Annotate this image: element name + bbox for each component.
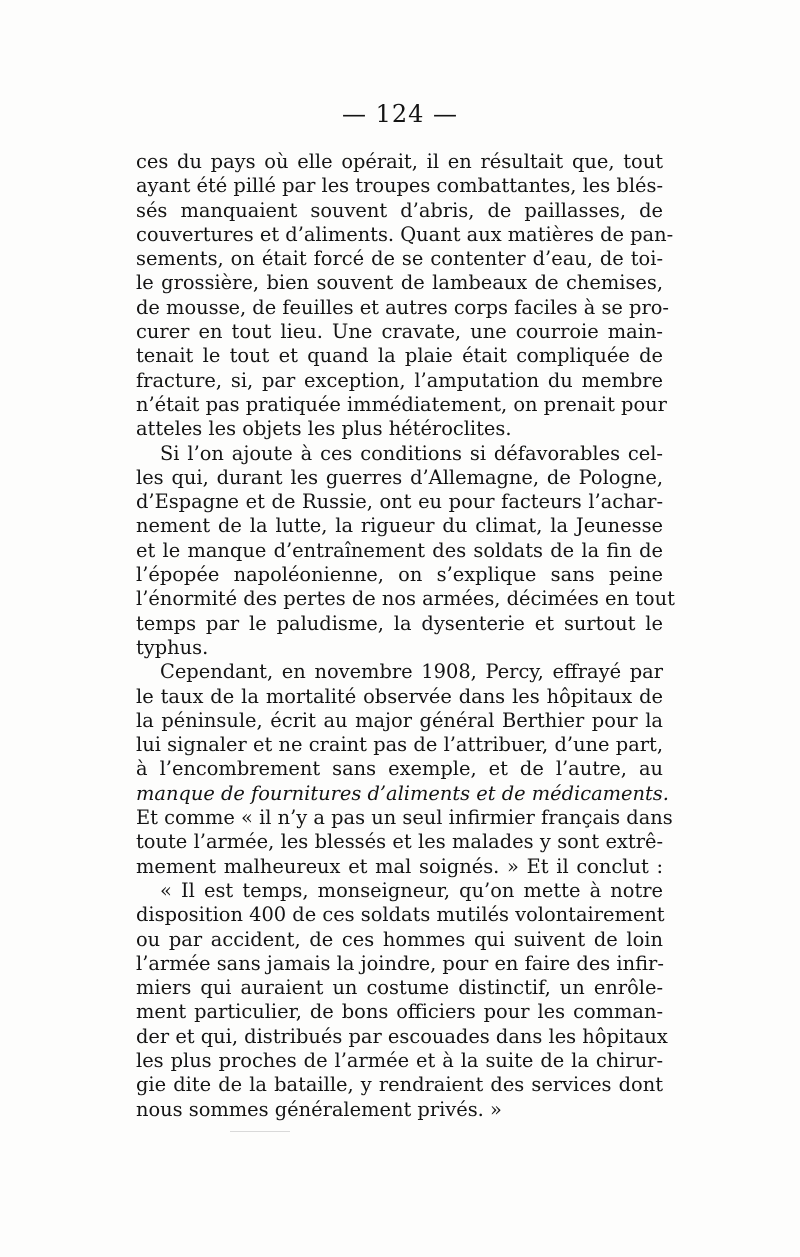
text-line: sés manquaient souvent d’abris, de paillasses, de: [136, 198, 663, 222]
text-line: tenait le tout et quand la plaie était compliquée de: [136, 344, 663, 368]
text-line: fracture, si, par exception, l’amputation du membre: [136, 368, 663, 392]
text-line: ou par accident, de ces hommes qui suivent de loin: [136, 927, 663, 951]
text-line: « Il est temps, monseigneur, qu’on mette à notre: [160, 878, 663, 902]
text-line: sements, on était forcé de se contenter d’eau, de toi-: [136, 247, 663, 271]
faint-print-mark: [230, 1131, 290, 1132]
text-line: Si l’on ajoute à ces conditions si défavorables cel-: [160, 441, 663, 465]
text-line: mement malheureux et mal soignés. » Et il conclut :: [136, 854, 663, 878]
text-line: d’Espagne et de Russie, ont eu pour facteurs l’achar-: [136, 490, 663, 514]
text-line: miers qui auraient un costume distinctif, un enrôle-: [136, 976, 663, 1000]
text-line: der et qui, distribués par escouades dans les hôpitaux: [136, 1024, 668, 1048]
text-line: lui signaler et ne craint pas de l’attribuer, d’une part,: [136, 733, 663, 757]
text-line: ment particulier, de bons officiers pour les comman-: [136, 1000, 663, 1024]
text-line: les qui, durant les guerres d’Allemagne, de Pologne,: [136, 465, 663, 489]
text-line: gie dite de la bataille, y rendraient des services dont: [136, 1073, 663, 1097]
text-line: couvertures et d’aliments. Quant aux matières de pan-: [136, 222, 674, 246]
text-line: atteles les objets les plus hétéroclites.: [136, 417, 512, 441]
text-line: temps par le paludisme, la dysenterie et surtout le: [136, 611, 663, 635]
text-line: Et comme « il n’y a pas un seul infirmier français dans: [136, 806, 673, 830]
text-line: ces du pays où elle opérait, il en résultait que, tout: [136, 150, 663, 173]
text-line: n’était pas pratiquée immédiatement, on prenait pour: [136, 392, 667, 416]
text-line: toute l’armée, les blessés et les malades y sont extrê-: [136, 830, 663, 854]
text-line: l’épopée napoléonienne, on s’explique sans peine: [136, 563, 663, 587]
text-line: le grossière, bien souvent de lambeaux de chemises,: [136, 271, 663, 295]
text-line: disposition 400 de ces soldats mutilés volontairement: [136, 903, 665, 927]
text-line: typhus.: [136, 635, 209, 659]
text-line: et le manque d’entraînement des soldats de la fin de: [136, 538, 663, 562]
page-number: — 124 —: [341, 100, 459, 128]
text-line: de mousse, de feuilles et autres corps faciles à se pro-: [136, 295, 669, 319]
text-line: ayant été pillé par les troupes combattantes, les blés-: [136, 174, 663, 198]
text-line: nement de la lutte, la rigueur du climat, la Jeunesse: [136, 514, 663, 538]
text-line: le taux de la mortalité observée dans les hôpitaux de: [136, 684, 663, 708]
text-line: nous sommes généralement privés. »: [136, 1097, 502, 1121]
text-line: l’armée sans jamais la joindre, pour en faire des infir-: [136, 951, 664, 975]
text-line: à l’encombrement sans exemple, et de l’autre, au: [136, 757, 663, 781]
text-line: les plus proches de l’armée et à la suite de la chirur-: [136, 1048, 663, 1072]
text-line-italic: manque de fournitures d’aliments et de médicaments.: [136, 781, 669, 805]
text-line: la péninsule, écrit au major général Berthier pour la: [136, 708, 663, 732]
text-line: l’énormité des pertes de nos armées, décimées en tout: [136, 587, 675, 611]
text-line: Cependant, en novembre 1908, Percy, effrayé par: [160, 660, 663, 684]
text-line: curer en tout lieu. Une cravate, une courroie main-: [136, 320, 663, 344]
body-text: [136, 150, 675, 1122]
